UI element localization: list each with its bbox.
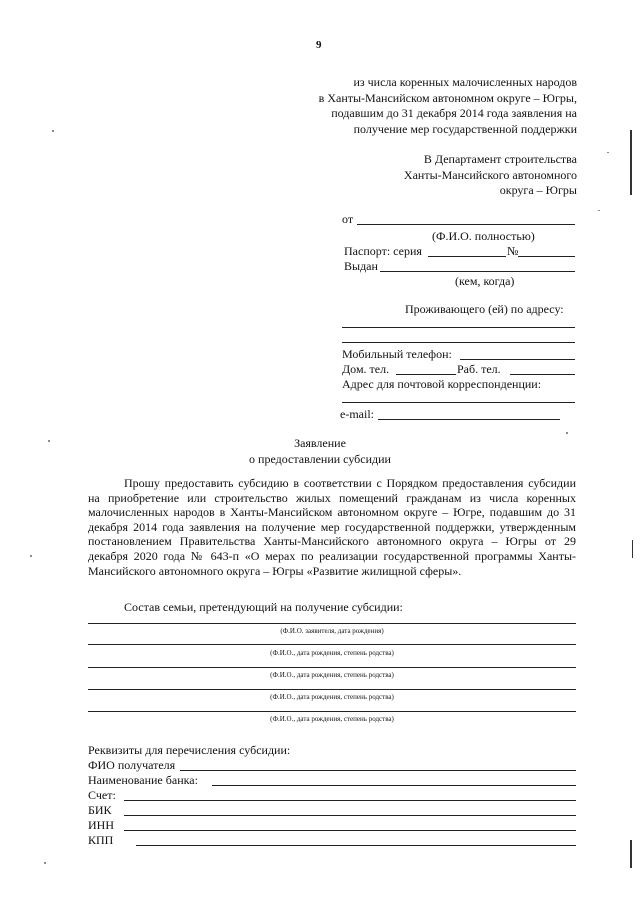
account-label: Счет:: [88, 788, 116, 802]
family-line-1[interactable]: [88, 623, 576, 624]
issued-label: Выдан: [344, 259, 378, 273]
address-label: Проживающего (ей) по адресу:: [405, 302, 564, 316]
family-caption-5: (Ф.И.О., дата рождения, степень родства): [270, 715, 394, 723]
account-field-line[interactable]: [124, 800, 576, 801]
passport-number-line[interactable]: [518, 256, 575, 257]
bik-label: БИК: [88, 803, 112, 817]
work-phone-label: Раб. тел.: [457, 362, 501, 376]
kpp-field-line[interactable]: [136, 845, 576, 846]
email-field-line[interactable]: [378, 419, 560, 420]
body-text: Прошу предоставить субсидию в соответствии с Порядком предоставления субсидии на приобретение или строительство жилых помещений гражданам из числа коренных малочисленных народов в Ханты-Мансийском автономном округе – Югре, подавшим до 31 декабря 2014 года заявления на получение мер государственной поддержки, утвержденным постановлением Правительства Ханты-Мансийского автономного округа – Югры от 29 декабря 2020 года № 643-п «О мерах по реализации государственной программы Ханты-Мансийского автономного округа – Югры «Развитие жилищной сферы».: [88, 476, 576, 578]
scan-speck: [607, 152, 609, 153]
document-title: Заявление: [294, 436, 346, 450]
page-number: 9: [316, 39, 322, 51]
bank-field-line[interactable]: [212, 785, 576, 786]
addressee-line: округа – Югры: [499, 183, 577, 197]
scan-edge-mark: [632, 540, 633, 558]
home-phone-label: Дом. тел.: [342, 362, 390, 376]
scan-edge-mark: [630, 840, 632, 868]
mobile-field-line[interactable]: [460, 359, 575, 360]
scan-speck: [52, 130, 54, 132]
addressee-block: [404, 152, 577, 199]
fio-caption: (Ф.И.О. полностью): [432, 229, 535, 243]
header-line: в Ханты-Мансийском автономном округе – Югры,: [318, 90, 577, 105]
passport-number-label: №: [507, 244, 519, 258]
inn-label: ИНН: [88, 818, 114, 832]
passport-label: Паспорт: серия: [344, 244, 422, 258]
family-caption-4: (Ф.И.О., дата рождения, степень родства): [270, 693, 394, 701]
family-label: Состав семьи, претендующий на получение субсидии:: [124, 600, 403, 614]
header-line: получение мер государственной поддержки: [353, 121, 577, 136]
home-phone-line[interactable]: [396, 374, 456, 375]
addressee-line: Ханты-Мансийского автономного: [403, 167, 577, 182]
fio-field-line[interactable]: [357, 224, 575, 225]
scan-speck: [30, 555, 32, 557]
issued-caption: (кем, когда): [455, 274, 515, 288]
header-line: из числа коренных малочисленных народов: [353, 75, 577, 89]
addressee-line: В Департамент строительства: [423, 152, 577, 166]
family-line-5[interactable]: [88, 711, 576, 712]
bank-label: Наименование банка:: [88, 773, 198, 787]
family-caption-2: (Ф.И.О., дата рождения, степень родства): [270, 649, 394, 657]
inn-field-line[interactable]: [124, 830, 576, 831]
issued-field-line[interactable]: [380, 271, 575, 272]
requisites-heading: Реквизиты для перечисления субсидии:: [88, 743, 291, 757]
recipient-label: ФИО получателя: [88, 758, 176, 772]
family-caption-3: (Ф.И.О., дата рождения, степень родства): [270, 671, 394, 679]
document-subtitle: о предоставлении субсидии: [249, 452, 391, 466]
recipient-field-line[interactable]: [180, 770, 576, 771]
family-caption-1: (Ф.И.О. заявителя, дата рождения): [280, 627, 384, 635]
header-block: [319, 75, 577, 137]
family-line-3[interactable]: [88, 667, 576, 668]
mobile-label: Мобильный телефон:: [342, 347, 452, 361]
body-paragraph: [88, 476, 576, 578]
passport-series-line[interactable]: [428, 256, 506, 257]
scan-speck: [598, 210, 600, 211]
family-line-2[interactable]: [88, 644, 576, 645]
bik-field-line[interactable]: [124, 815, 576, 816]
address-line-2[interactable]: [342, 342, 575, 343]
postal-field-line[interactable]: [342, 402, 575, 403]
family-line-4[interactable]: [88, 689, 576, 690]
address-line-1[interactable]: [342, 327, 575, 328]
kpp-label: КПП: [88, 833, 114, 847]
work-phone-line[interactable]: [510, 374, 575, 375]
scan-speck: [44, 862, 46, 864]
postal-label: Адрес для почтовой корреспонденции:: [342, 377, 542, 391]
scan-edge-mark: [630, 130, 632, 195]
scan-speck: [566, 432, 568, 434]
from-label: от: [342, 212, 354, 226]
email-label: e-mail:: [340, 407, 374, 421]
header-line: подавшим до 31 декабря 2014 года заявления на: [331, 106, 577, 120]
scan-speck: [48, 440, 50, 442]
